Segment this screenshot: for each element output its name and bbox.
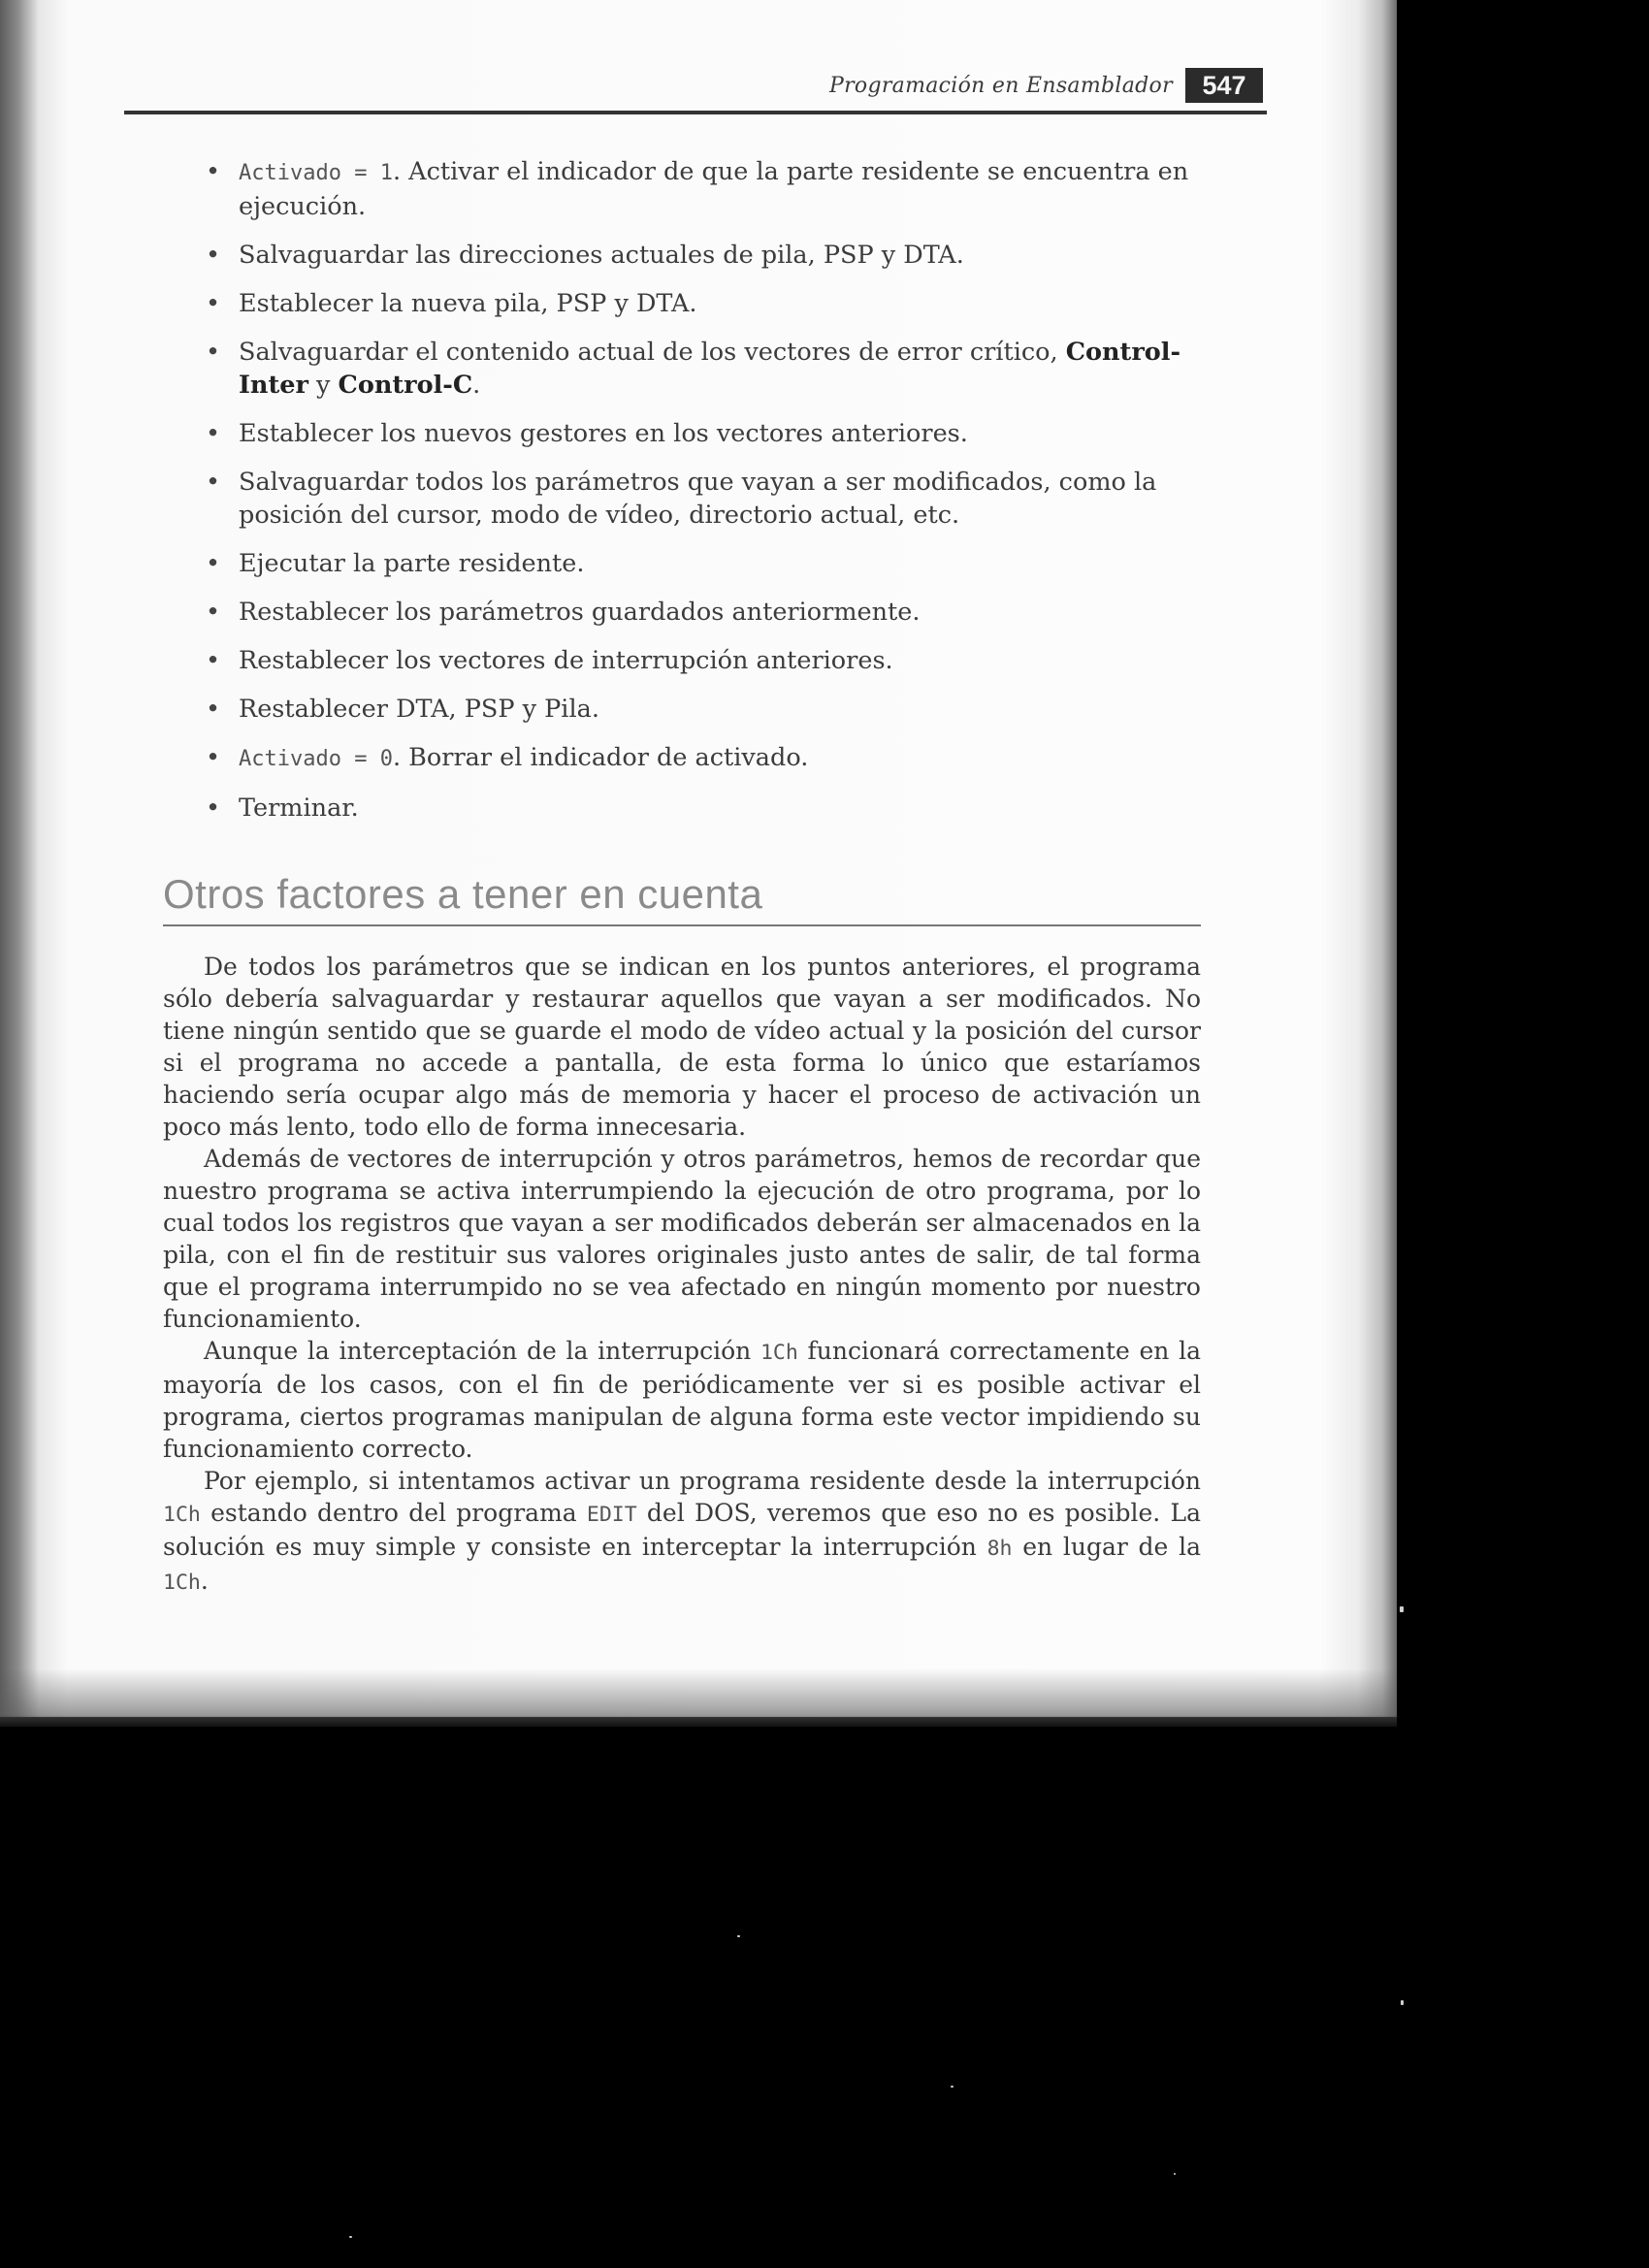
- page-number: 547: [1185, 68, 1263, 103]
- list-item: • Salvaguardar las direcciones actuales de pila, PSP y DTA.: [239, 239, 1211, 272]
- bold-term: Control-Inter: [239, 338, 1181, 400]
- paragraph: Por ejemplo, si intentamos activar un programa residente desde la interrupción 1Ch estando dentro del programa EDIT del DOS, veremos que eso no es posible. La solución es muy simple y consiste en interceptar la interrupción 8h en lugar de la 1Ch.: [163, 1467, 1201, 1595]
- list-item: • Salvaguardar el contenido actual de los vectores de error crítico, Control-Inter y Control-C.: [239, 336, 1211, 402]
- list-item: • Activado = 0. Borrar el indicador de activado.: [239, 741, 1211, 776]
- paragraph: Además de vectores de interrupción y otros parámetros, hemos de recordar que nuestro programa se activa interrumpiendo la ejecución de otro programa, por lo cual todos los registros que vayan a ser modificados deberán ser almacenados en la pila, con el fin de restituir sus valores originales justo antes de salir, de tal forma que el programa interrumpido no se vea afectado en ningún momento por nuestro funcionamiento.: [163, 1145, 1201, 1333]
- code-span: 8h: [986, 1537, 1013, 1561]
- list-item: • Terminar.: [239, 792, 1211, 825]
- header-rule: [124, 111, 1267, 114]
- steps-list: [239, 155, 1211, 840]
- page-edge-shadow: [0, 1669, 1397, 1727]
- list-item: • Restablecer DTA, PSP y Pila.: [239, 693, 1211, 726]
- code-span: EDIT: [586, 1503, 637, 1527]
- list-item: • Establecer la nueva pila, PSP y DTA.: [239, 287, 1211, 320]
- list-item: • Ejecutar la parte residente.: [239, 547, 1211, 580]
- running-title: Programación en Ensamblador: [829, 74, 1173, 98]
- section-body: [163, 951, 1201, 1599]
- scanner-background: [1397, 0, 1649, 2268]
- section-rule: [163, 924, 1201, 926]
- paragraph: De todos los parámetros que se indican en los puntos anteriores, el programa sólo debería salvaguardar y restaurar aquellos que vayan a ser modificados. No tiene ningún sentido que se guarde el modo de vídeo actual y la posición del cursor si el programa no accede a pantalla, de esta forma lo único que estaríamos haciendo sería ocupar algo más de memoria y hacer el proceso de activación un poco más lento, todo ello de forma innecesaria.: [163, 953, 1201, 1141]
- list-item: • Restablecer los vectores de interrupción anteriores.: [239, 644, 1211, 677]
- code-span: 1Ch: [760, 1341, 798, 1365]
- bold-term: Control-C: [338, 371, 473, 400]
- code-span: 1Ch: [163, 1571, 201, 1595]
- section-heading: Otros factores a tener en cuenta: [163, 871, 763, 917]
- list-item: • Salvaguardar todos los parámetros que vayan a ser modificados, como la posición del cursor, modo de vídeo, directorio actual, etc.: [239, 466, 1211, 532]
- list-item: • Activado = 1. Activar el indicador de que la parte residente se encuentra en ejecución.: [239, 155, 1211, 223]
- code-span: Activado = 1: [239, 161, 393, 185]
- list-item: • Establecer los nuevos gestores en los vectores anteriores.: [239, 417, 1211, 450]
- code-span: Activado = 0: [239, 747, 393, 771]
- paragraph: Aunque la interceptación de la interrupción 1Ch funcionará correctamente en la mayoría de los casos, con el fin de periódicamente ver si es posible activar el programa, ciertos programas manipulan de alguna forma este vector impidiendo su funcionamiento correcto.: [163, 1337, 1201, 1463]
- code-span: 1Ch: [163, 1503, 201, 1527]
- list-item: • Restablecer los parámetros guardados anteriormente.: [239, 596, 1211, 629]
